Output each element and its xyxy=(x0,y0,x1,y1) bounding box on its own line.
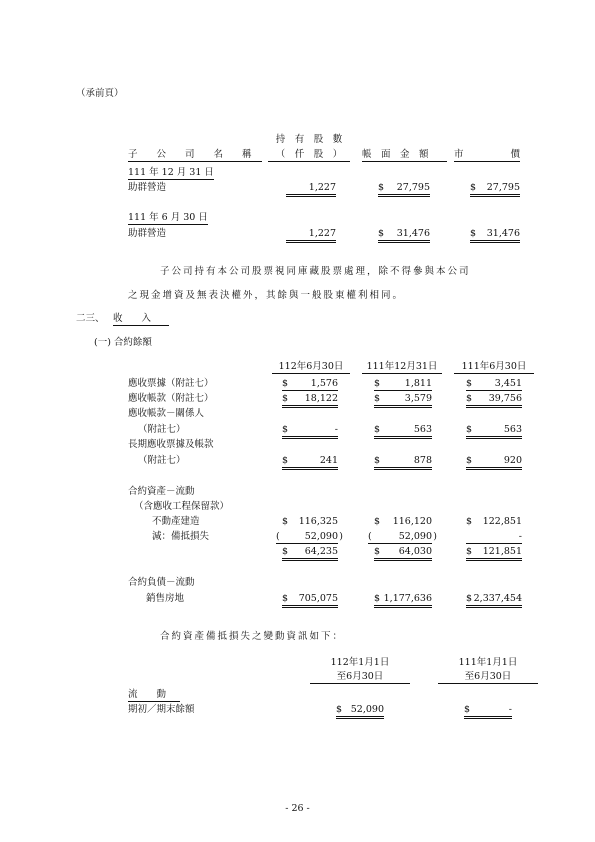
holdings-market-1: $ 27,795 xyxy=(470,182,520,197)
allowance-col1-bottom: 至6月30日 xyxy=(310,671,410,684)
row-value: $ 39,756 xyxy=(466,393,522,408)
liabilities-value: $ 705,075 xyxy=(282,593,338,608)
holdings-date-2: 111 年 6 月 30 日 xyxy=(128,212,208,223)
row-value: $ 1,811 xyxy=(374,378,432,389)
assets-total-value: $ 64,235 xyxy=(282,546,338,561)
row-value: $ 563 xyxy=(466,424,522,439)
loss-allowance-label: 減：備抵損失 xyxy=(152,531,210,542)
holdings-book-1: $ 27,795 xyxy=(378,182,430,197)
holdings-market-2: $ 31,476 xyxy=(470,228,520,243)
liabilities-title: 合約負債－流動 xyxy=(128,577,195,588)
row-value: $ 18,122 xyxy=(282,393,338,408)
shares-header-bottom: （ 仟 股 ） xyxy=(268,149,350,162)
holdings-company-2: 助群營造 xyxy=(128,228,167,239)
real-estate-value: $ 116,325 xyxy=(282,516,338,527)
section-title: 收 入 xyxy=(113,313,169,326)
holdings-shares-1: 1,227 xyxy=(286,182,336,197)
assets-title: 合約資產－流動 xyxy=(128,486,195,497)
subsection-title: (一) 合約餘額 xyxy=(94,337,152,348)
row-label: 應收票據（附註七） xyxy=(128,378,214,389)
holdings-shares-2: 1,227 xyxy=(286,228,336,243)
allowance-row-head: 流 動 xyxy=(128,689,180,702)
holdings-date-1: 111 年 12 月 31 日 xyxy=(128,167,214,178)
page-number: - 26 - xyxy=(285,803,310,814)
allowance-value-1: $ 52,090 xyxy=(336,704,384,719)
allowance-col1-top: 112年1月1日 xyxy=(330,657,390,668)
allowance-col2-top: 111年1月1日 xyxy=(458,657,518,668)
liabilities-value: $ 1,177,636 xyxy=(374,593,432,608)
row-value: $ 3,451 xyxy=(466,378,522,389)
assets-total-value: $ 121,851 xyxy=(466,546,522,561)
liabilities-value: $ 2,337,454 xyxy=(466,593,522,608)
row-value: $ 3,579 xyxy=(374,393,432,408)
note-line-2: 之現金增資及無表決權外，其餘與一般股東權利相同。 xyxy=(128,290,405,301)
real-estate-value: $ 116,120 xyxy=(374,516,432,527)
assets-total-value: $ 64,030 xyxy=(374,546,432,561)
allowance-col2-bottom: 至6月30日 xyxy=(438,671,538,684)
real-estate-value: $ 122,851 xyxy=(466,516,522,527)
liabilities-label: 銷售房地 xyxy=(146,593,185,604)
shares-header-top: 持 有 股 數 xyxy=(275,134,343,145)
row-label: 應收帳款－關係人 xyxy=(128,408,205,419)
market-header: 市 價 xyxy=(454,149,520,160)
holdings-book-2: $ 31,476 xyxy=(378,228,430,243)
row-label: （附註七） xyxy=(138,455,186,466)
allowance-intro: 合約資產備抵損失之變動資訊如下： xyxy=(160,631,345,642)
holdings-company-1: 助群營造 xyxy=(128,182,167,193)
loss-allowance-value: - xyxy=(466,531,522,544)
book-header: 帳 面 金 額 xyxy=(362,149,447,162)
contract-col-2: 111年12月31日 xyxy=(362,361,442,374)
row-label: 應收帳款（附註七） xyxy=(128,393,214,404)
contract-col-1: 112年6月30日 xyxy=(272,361,350,374)
allowance-row-label: 期初／期末餘額 xyxy=(128,704,195,715)
name-header: 子 公 司 名 稱 xyxy=(128,149,262,162)
assets-subtitle: （含應收工程保留款） xyxy=(134,501,230,512)
note-line-1: 子公司持有本公司股票視同庫藏股票處理，除不得參與本公司 xyxy=(160,266,471,277)
row-value: $ 878 xyxy=(374,455,432,470)
row-value: $ 563 xyxy=(374,424,432,439)
continued-label: （承前頁） xyxy=(76,88,124,99)
allowance-value-2: $ - xyxy=(464,704,512,719)
loss-allowance-value: ( ) 52,090 xyxy=(276,531,343,542)
real-estate-label: 不動產建造 xyxy=(152,516,200,527)
row-value: $ 1,576 xyxy=(282,378,338,389)
row-value: $ - xyxy=(282,424,338,439)
contract-col-3: 111年6月30日 xyxy=(454,361,534,374)
row-label: 長期應收票據及帳款 xyxy=(128,439,214,450)
loss-allowance-value: ( ) 52,090 xyxy=(368,531,437,542)
section-number: 二三、 xyxy=(76,313,105,324)
row-label: （附註七） xyxy=(138,424,186,435)
row-value: $ 920 xyxy=(466,455,522,470)
row-value: $ 241 xyxy=(282,455,338,470)
